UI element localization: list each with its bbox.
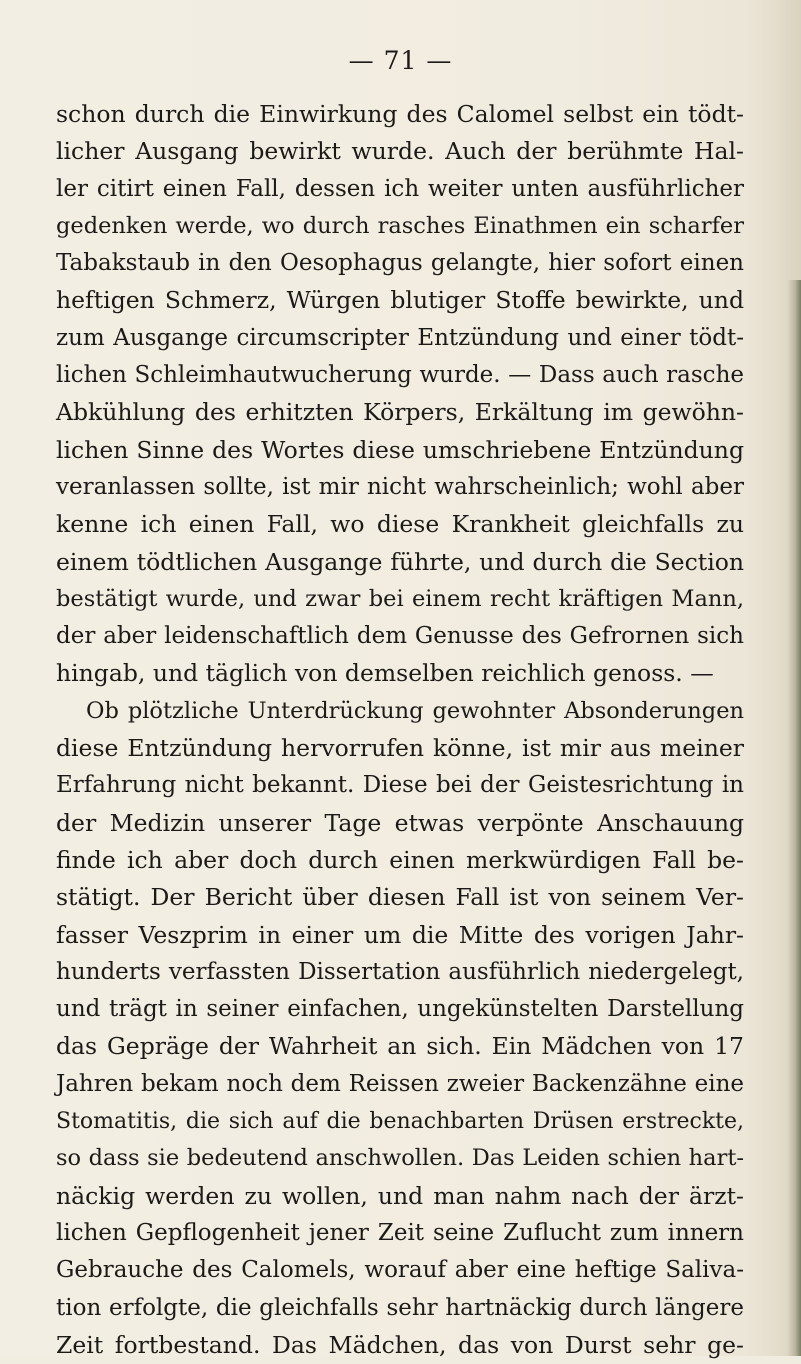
text-line: einem tödtlichen Ausgange führte, und durch die Section: [56, 547, 744, 576]
text-line: diese Entzündung hervorrufen könne, ist mir aus meiner: [56, 734, 744, 763]
text-line: näckig werden zu wollen, und man nahm nach der ärzt-: [56, 1181, 744, 1210]
text-line: Gebrauche des Calomels, worauf aber eine heftige Saliva-: [56, 1257, 744, 1284]
text-line: tion erfolgte, die gleichfalls sehr hartnäckig durch längere: [56, 1294, 744, 1321]
text-line: Zeit fortbestand. Das Mädchen, das von Durst sehr ge-: [56, 1330, 744, 1359]
text-line: und trägt in seiner einfachen, ungekünstelten Darstellung: [56, 996, 744, 1023]
text-line: Abkühlung des erhitzten Körpers, Erkältung im gewöhn-: [56, 398, 744, 427]
page-number: — 71 —: [348, 46, 453, 75]
text-line: fasser Veszprim in einer um die Mitte des vorigen Jahr-: [56, 920, 744, 949]
text-line: das Gepräge der Wahrheit an sich. Ein Mädchen von 17: [56, 1032, 744, 1061]
text-line: Erfahrung nicht bekannt. Diese bei der Geistesrichtung in: [56, 772, 744, 799]
text-line: zum Ausgange circumscripter Entzündung und einer tödt-: [56, 324, 744, 351]
page-edge-shadow: [787, 280, 801, 1356]
text-line: Ob plötzliche Unterdrückung gewohnter Absonderungen: [86, 697, 744, 724]
text-line: der aber leidenschaftlich dem Genusse des Gefrornen sich: [56, 623, 744, 650]
text-line: schon durch die Einwirkung des Calomel selbst ein tödt-: [56, 100, 744, 128]
text-line: ler citirt einen Fall, dessen ich weiter unten ausführlicher: [56, 175, 744, 202]
text-line: kenne ich einen Fall, wo diese Krankheit gleichfalls zu: [56, 510, 744, 539]
text-line: hunderts verfassten Dissertation ausführlich niedergelegt,: [56, 958, 744, 985]
body-text: [56, 96, 744, 1364]
text-line: gedenken werde, wo durch rasches Einathmen ein scharfer: [56, 212, 744, 239]
text-line: der Medizin unserer Tage etwas verpönte Anschauung: [56, 808, 744, 837]
text-line: lichen Gepflogenheit jener Zeit seine Zuflucht zum innern: [56, 1219, 744, 1246]
text-line: lichen Sinne des Wortes diese umschriebene Entzündung: [56, 435, 744, 464]
text-line: lichen Schleimhautwucherung wurde. — Dass auch rasche: [56, 362, 744, 389]
text-line: bestätigt wurde, und zwar bei einem recht kräftigen Mann,: [56, 585, 744, 612]
text-line: licher Ausgang bewirkt wurde. Auch der berühmte Hal-: [56, 137, 744, 166]
text-line: stätigt. Der Bericht über diesen Fall ist von seinem Ver-: [56, 883, 744, 912]
text-line: Stomatitis, die sich auf die benachbarten Drüsen erstreckte,: [56, 1109, 744, 1135]
text-line: so dass sie bedeutend anschwollen. Das Leiden schien hart-: [56, 1145, 744, 1172]
text-line: hingab, und täglich von demselben reichlich genoss. —: [56, 659, 714, 688]
text-line: Jahren bekam noch dem Reissen zweier Backenzähne eine: [56, 1070, 744, 1097]
text-line: finde ich aber doch durch einen merkwürdigen Fall be-: [56, 845, 744, 874]
text-line: heftigen Schmerz, Würgen blutiger Stoffe bewirkte, und: [56, 286, 744, 315]
text-line: Tabakstaub in den Oesophagus gelangte, hier sofort einen: [56, 250, 744, 277]
text-line: veranlassen sollte, ist mir nicht wahrscheinlich; wohl aber: [56, 473, 744, 500]
